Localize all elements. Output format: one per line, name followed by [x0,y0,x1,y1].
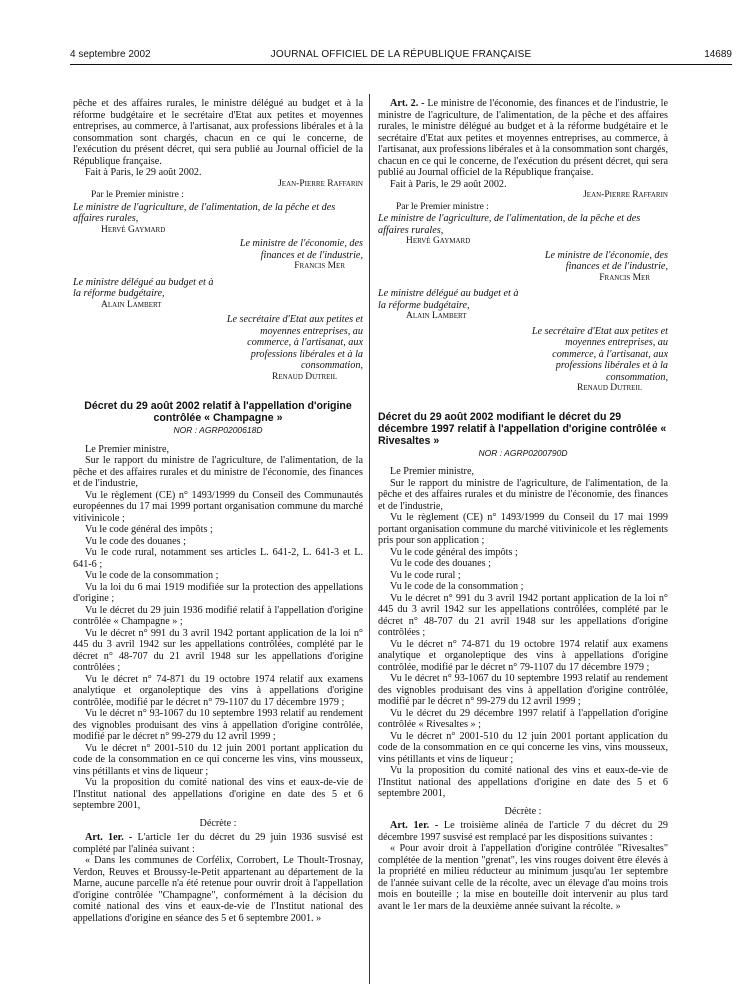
decree-title-champagne: Décret du 29 août 2002 relatif à l'appellation d'origine contrôlée « Champagne » [84,400,352,424]
closing-paragraph: pêche et des affaires rurales, le ministre délégué au budget et à la réforme budgétaire et le secrétaire d'Etat aux petites et moyennes entreprises, au commerce, à l'artisanat, aux professions libérales et à la consommation sont chargés, chacun en ce qui le concerne, de l'exécution du présent décret, qui sera publié au Journal officiel de la République française. [73,98,363,167]
preamble-paragraph: Vu le décret du 29 juin 1936 modifié relatif à l'appellation d'origine contrôlée « Champagne » ; [73,604,363,627]
minister-budget-title: Le ministre délégué au budget et à la réforme budgétaire, [378,288,519,311]
left-column [73,98,363,924]
column-divider [369,94,370,984]
par-le-premier-ministre: Par le Premier ministre : [91,190,184,200]
article-1-quote: « Pour avoir droit à l'appellation d'origine contrôlée "Rivesaltes" complétée de la mention "grenat", les vins rouges doivent être élevés à la propriété en milieu réducteur au minimum jusqu'au 1er septembre de l'année suivant celle de la récolte, avec un élevage d'au moins trois mois en bouteille ; la mise en bouteille doit intervenir au plus tard avant le 1er mars de la deuxième année suivant la récolte. » [378,843,668,912]
preamble-paragraph: Vu le décret du 29 décembre 1997 relatif à l'appellation d'origine contrôlée « Rivesaltes » ; [378,707,668,730]
article-1-quote: « Dans les communes de Corfélix, Corrobert, Le Thoult-Trosnay, Verdon, Reuves et Broussy-le-Petit appartenant au département de la Marne, aucune parcelle n'a été retenue pour ouvrir droit à l'appellation d'origine contrôlée "Champagne", conformément à la décision du comité national des vins et eaux-de-vie de l'Institut national des appellations d'origine en séance des 5 et 6 septembre 2001. » [73,855,363,924]
preamble-paragraph: Vu le code des douanes ; [390,558,491,569]
preamble-paragraph: Le Premier ministre, [390,466,475,477]
preamble-paragraph: Vu le décret n° 74-871 du 19 octobre 1974 relatif aux examens analytique et organoleptique des vins à appellations d'origine contrôlée, modifié par le décret n° 79-1107 du 17 décembre 1979 ; [378,638,668,673]
minister-agriculture-title: Le ministre de l'agriculture, de l'alimentation, de la pêche et des affaires rurales, [378,213,641,236]
fait-a-paris: Fait à Paris, le 29 août 2002. [390,178,507,190]
par-le-premier-ministre: Par le Premier ministre : [396,201,489,212]
preamble-paragraph: Vu le décret n° 93-1067 du 10 septembre 1993 relatif au rendement des vignobles produisant des vins à appellation d'origine contrôlée, modifié par le décret n° 99-279 du 12 avril 1999 ; [73,708,363,742]
preamble-paragraph: Vu le code rural, notamment ses articles L. 641-2, L. 641-3 et L. 641-6 ; [73,547,363,570]
secretary-name: Renaud Dutreil [272,371,337,382]
article-1-paragraph [378,820,668,843]
secretary-title: Le secrétaire d'Etat aux petites et moyennes entreprises, au commerce, à l'artisanat, aux professions libérales et à la consommation, [531,325,668,383]
decree-preamble [73,444,363,812]
minister-agriculture-name: Hervé Gaymard [406,236,471,246]
minister-budget-name: Alain Lambert [406,311,467,321]
decrete-heading: Décrète : [504,805,542,817]
decrete-heading: Décrète : [199,817,237,829]
preamble-paragraph: Sur le rapport du ministre de l'agriculture, de l'alimentation, de la pêche et des affaires rurales et du ministre de l'économie, des finances et de l'industrie, [378,477,668,512]
header-page-number: 14689 [704,49,732,60]
minister-agriculture-name: Hervé Gaymard [101,224,166,235]
minister-budget-title: Le ministre délégué au budget et à la réforme budgétaire, [73,276,214,299]
preamble-paragraph: Vu la proposition du comité national des vins et eaux-de-vie de l'Institut national des appellations d'origine en date des 5 et 6 septembre 2001, [378,765,668,799]
preamble-paragraph: Sur le rapport du ministre de l'agriculture, de l'alimentation, de la pêche et des affaires rurales et du ministre de l'économie, des finances et de l'industrie, [73,455,363,489]
nor-reference: NOR : AGRP0200618D [173,425,263,435]
article-1-text: Le troisième alinéa de l'article 7 du décret du 29 décembre 1997 susvisé est remplacé par les dispositions suivantes : [378,820,669,843]
right-column [378,98,668,912]
preamble-paragraph: Vu le décret n° 991 du 3 avril 1942 portant application de la loi n° 445 du 3 avril 1942 sur les appellations contrôlées, complété par le décret n° 48-707 du 21 avril 1948 sur les appellations d'origine contrôlées ; [378,592,668,638]
preamble-paragraph: Vu le règlement (CE) n° 1493/1999 du Conseil du 17 mai 1999 portant organisation commune du marché vitivinicole et les règlements pris pour son application ; [378,512,668,546]
article-1-label: Art. 1er. - [85,832,133,843]
fait-a-paris: Fait à Paris, le 29 août 2002. [85,167,202,178]
minister-agriculture-title: Le ministre de l'agriculture, de l'alimentation, de la pêche et des affaires rurales, [73,201,336,224]
preamble-paragraph: Vu le code général des impôts ; [85,524,213,535]
preamble-paragraph: Vu le règlement (CE) n° 1493/1999 du Conseil des Communautés européennes du 17 mai 1999 portant organisation commune du marché vitivinicole ; [73,489,363,524]
secretary-title: Le secrétaire d'Etat aux petites et moyennes entreprises, au commerce, à l'artisanat, aux professions libérales et à la consommation, [226,314,363,371]
header-rule [70,64,732,65]
nor-reference: NOR : AGRP0200790D [478,447,568,458]
preamble-paragraph: Vu le décret n° 2001-510 du 12 juin 2001 portant application du code de la consommation en ce qui concerne les vins, vins mousseux, vins pétillants et vins de liqueur ; [73,742,363,777]
preamble-paragraph: Vu le code rural ; [390,569,461,581]
article-1-text: L'article 1er du décret du 29 juin 1936 susvisé est complété par l'alinéa suivant : [73,832,364,855]
preamble-paragraph: Vu le décret n° 93-1067 du 10 septembre 1993 relatif au rendement des vignobles produisant des vins à appellation d'origine contrôlée, modifié par le décret n° 99-279 du 12 avril 1999 ; [378,673,668,707]
signatory-prime-minister: Jean-Pierre Raffarin [583,190,668,200]
article-2-label: Art. 2. - [390,98,425,109]
minister-economy-name: Francis Mer [294,261,345,271]
article-1-paragraph [73,832,363,855]
article-2-paragraph [378,98,668,179]
page-header [70,49,732,63]
signatory-prime-minister: Jean-Pierre Raffarin [278,178,363,189]
decree-title-rivesaltes: Décret du 29 août 2002 modifiant le décret du 29 décembre 1997 relatif à l'appellation d'origine contrôlée « Rivesaltes » [378,410,667,447]
secretary-name: Renaud Dutreil [577,383,642,393]
minister-economy-title: Le ministre de l'économie, des finances et de l'industrie, [239,238,363,261]
minister-economy-name: Francis Mer [599,272,650,283]
preamble-paragraph: Vu le décret n° 991 du 3 avril 1942 portant application de la loi n° 445 du 3 avril 1942 sur les appellations contrôlées, complété par le décret n° 48-707 du 21 avril 1948 sur les appellations d'origine contrôlées ; [73,627,363,673]
preamble-paragraph: Le Premier ministre, [85,443,170,455]
preamble-paragraph: Vu la loi du 6 mai 1919 modifiée sur la protection des appellations d'origine ; [73,581,363,604]
preamble-paragraph: Vu le code de la consommation ; [390,581,524,592]
decree-preamble [378,466,668,800]
minister-budget-name: Alain Lambert [101,299,162,310]
header-date: 4 septembre 2002 [70,49,151,60]
article-1-label: Art. 1er. - [390,820,439,831]
preamble-paragraph: Vu la proposition du comité national des vins et eaux-de-vie de l'Institut national des appellations d'origine en date des 5 et 6 septembre 2001, [73,777,363,811]
preamble-paragraph: Vu le décret n° 74-871 du 19 octobre 1974 relatif aux examens analytique et organoleptique des vins à appellations d'origine contrôlée, modifié par le décret n° 79-1107 du 17 décembre 1979 ; [73,673,363,708]
article-2-text: Le ministre de l'économie, des finances et de l'industrie, le ministre de l'agriculture, de l'alimentation, de la pêche et des affaires rurales, le ministre délégué au budget et à la réforme budgétaire et le secrétaire d'Etat aux petites et moyennes entreprises, au commerce, à l'artisanat, aux professions libérales et à la consommation sont chargés, chacun en ce qui le concerne, de l'exécution du présent décret, qui sera publié au Journal officiel de la République française. [378,98,668,178]
preamble-paragraph: Vu le code général des impôts ; [390,546,518,558]
minister-economy-title: Le ministre de l'économie, des finances et de l'industrie, [544,249,668,272]
preamble-paragraph: Vu le code de la consommation ; [85,570,219,581]
header-journal-title: JOURNAL OFFICIEL DE LA RÉPUBLIQUE FRANÇAISE [270,49,532,60]
preamble-paragraph: Vu le décret n° 2001-510 du 12 juin 2001 portant application du code de la consommation en ce qui concerne les vins, vins mousseux, vins pétillants et vins de liqueur ; [378,730,668,765]
preamble-paragraph: Vu le code des douanes ; [85,535,186,547]
